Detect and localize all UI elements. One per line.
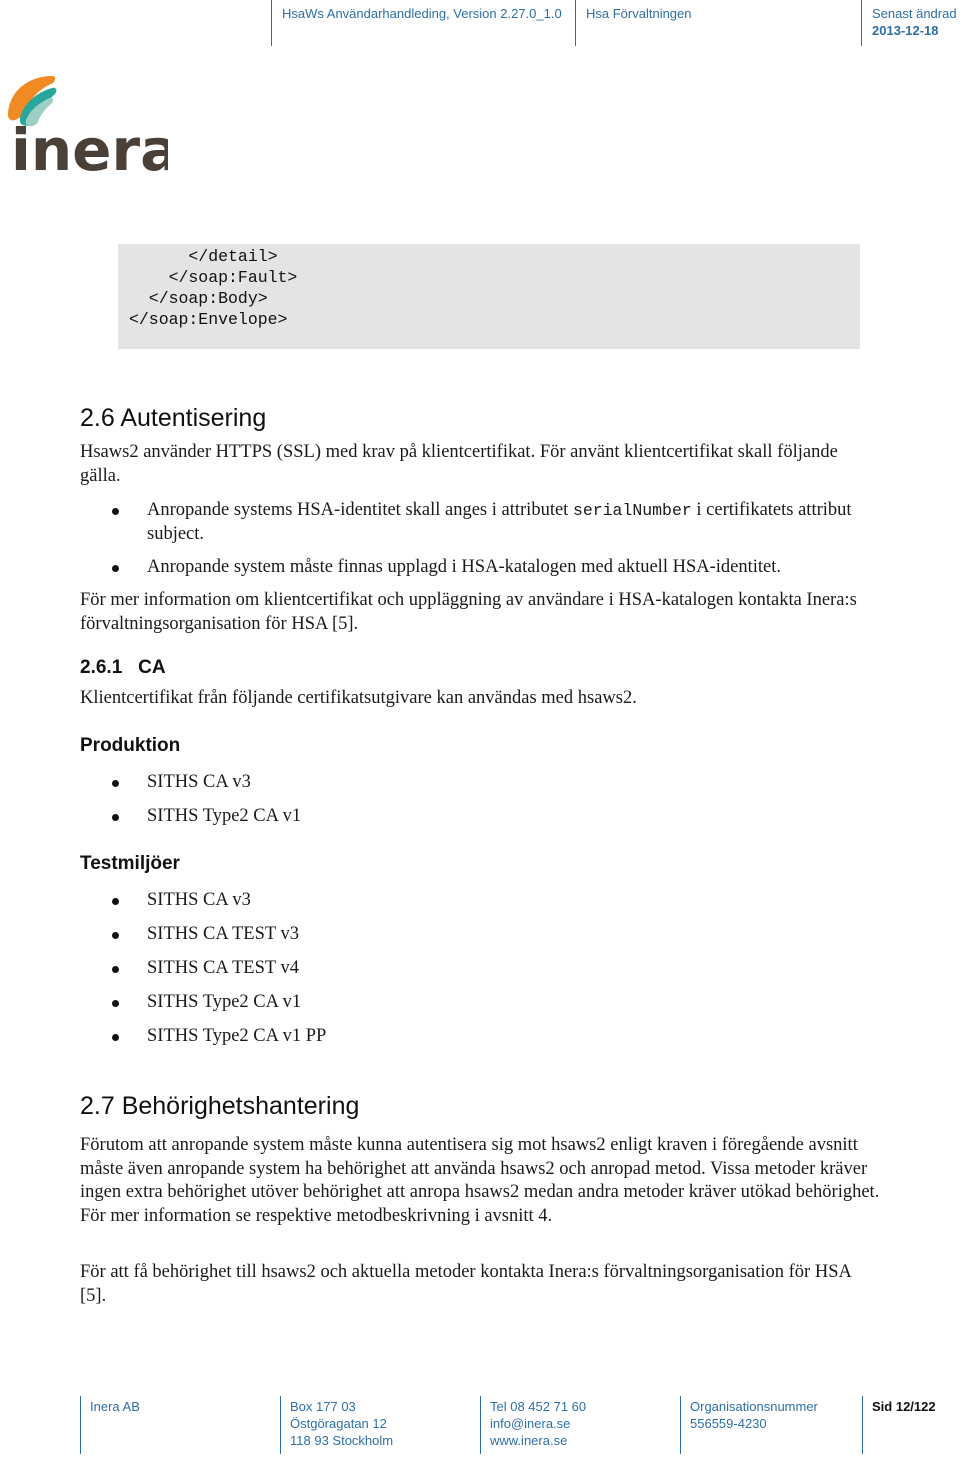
bullet-icon xyxy=(112,898,119,905)
inera-logo-text: inera xyxy=(11,116,168,174)
bullet-text: Anropande systems HSA-identitet skall anges i attributet xyxy=(147,500,573,520)
list-item xyxy=(112,499,872,546)
section-heading-2-6-1 xyxy=(80,657,166,679)
code-line: </soap:Body> xyxy=(129,289,268,308)
section-2-6-intro: Hsaws2 använder HTTPS (SSL) med krav på klientcertifikat. För använt klientcertifikat skall följande gälla. xyxy=(80,442,838,486)
code-block xyxy=(118,244,860,349)
header-changed-cell xyxy=(861,0,960,46)
section-2-7-para2: För att få behörighet till hsaws2 och aktuella metoder kontakta Inera:s förvaltningsorganisation för HSA [5]. xyxy=(80,1262,851,1306)
footer-address-cell xyxy=(280,1396,480,1454)
page-number: Sid 12/122 xyxy=(872,1399,936,1414)
header-owner-cell xyxy=(575,0,861,46)
footer-address-line: Box 177 03 xyxy=(290,1399,356,1414)
section-number: 2.6.1 xyxy=(80,657,123,678)
bullet-text: SITHS CA v3 xyxy=(147,890,251,910)
bullet-icon xyxy=(112,1000,119,1007)
section-2-6-1-intro: Klientcertifikat från följande certifikatsutgivare kan användas med hsaws2. xyxy=(80,688,637,708)
footer-page-cell xyxy=(862,1396,960,1454)
section-2-7-para1: Förutom att anropande system måste kunna autentisera sig mot hsaws2 enligt kraven i föregående avsnitt måste även anropande system ha behörighet att använda hsaws2 och anropad metod. Vissa metoder kräver ingen extra behörighet utöver behörighet att anropa hsaws2 medan andra metoder kräver utökad behörighet. För mer information se respektive metodbeskrivning i avsnitt 4. xyxy=(80,1135,880,1226)
list-item xyxy=(112,957,872,981)
footer-address-line: Östgöragatan 12 xyxy=(290,1416,387,1431)
inera-logo xyxy=(6,74,168,174)
code-line: </soap:Envelope> xyxy=(129,310,288,329)
footer-contact-cell xyxy=(480,1396,680,1454)
produktion-heading: Produktion xyxy=(80,735,181,756)
testmiljoer-heading: Testmiljöer xyxy=(80,853,180,874)
bullet-text: SITHS CA v3 xyxy=(147,772,251,792)
bullet-icon xyxy=(112,508,119,515)
bullet-icon xyxy=(112,780,119,787)
inera-logo-icon xyxy=(6,74,168,174)
footer-phone: Tel 08 452 71 60 xyxy=(490,1399,587,1414)
header-changed-label: Senast ändrad xyxy=(872,6,957,21)
bullet-icon xyxy=(112,932,119,939)
bullet-icon xyxy=(112,814,119,821)
footer-org-number: 556559-4230 xyxy=(690,1416,767,1431)
header-doc-title-cell xyxy=(271,0,575,46)
footer-company: Inera AB xyxy=(90,1399,140,1414)
bullet-text: SITHS Type2 CA v1 PP xyxy=(147,1026,327,1046)
footer-org-label: Organisationsnummer xyxy=(690,1399,818,1414)
footer-web-link[interactable]: www.inera.se xyxy=(490,1433,568,1448)
section-title: CA xyxy=(138,657,166,678)
header-owner: Hsa Förvaltningen xyxy=(586,6,692,21)
code-line: </soap:Fault> xyxy=(129,268,298,287)
bullet-code: serialNumber xyxy=(572,501,692,520)
bullet-icon xyxy=(112,1034,119,1041)
header-doc-title: HsaWs Användarhandleding, Version 2.27.0_1.0 xyxy=(282,6,562,21)
bullet-text: SITHS CA TEST v4 xyxy=(147,958,299,978)
code-line: </detail> xyxy=(129,247,278,266)
section-2-6-outro: För mer information om klientcertifikat och uppläggning av användare i HSA-katalogen kontakta Inera:s förvaltningsorganisation för HSA [5]. xyxy=(80,590,857,634)
list-item xyxy=(112,805,872,829)
footer-address-line: 118 93 Stockholm xyxy=(290,1433,394,1448)
bullet-text: SITHS CA TEST v3 xyxy=(147,924,299,944)
bullet-text: SITHS Type2 CA v1 xyxy=(147,806,302,826)
list-item xyxy=(112,991,872,1015)
bullet-text: Anropande system måste finnas upplagd i HSA-katalogen med aktuell HSA-identitet. xyxy=(147,557,782,577)
section-heading-2-6: 2.6 Autentisering xyxy=(80,404,267,432)
bullet-text: i certifikatets attribut subject. xyxy=(147,500,852,544)
list-item xyxy=(112,923,872,947)
footer-email-link[interactable]: info@inera.se xyxy=(490,1416,571,1431)
list-item xyxy=(112,889,872,913)
bullet-icon xyxy=(112,565,119,572)
list-item xyxy=(112,556,872,580)
list-item xyxy=(112,1025,872,1049)
list-item xyxy=(112,771,872,795)
header-changed-date: 2013-12-18 xyxy=(872,23,939,38)
bullet-text: SITHS Type2 CA v1 xyxy=(147,992,302,1012)
section-heading-2-7: 2.7 Behörighetshantering xyxy=(80,1092,360,1120)
bullet-icon xyxy=(112,966,119,973)
page-footer xyxy=(0,1396,960,1456)
footer-org-cell xyxy=(680,1396,862,1454)
page-header xyxy=(0,0,960,48)
footer-company-cell xyxy=(80,1396,280,1454)
